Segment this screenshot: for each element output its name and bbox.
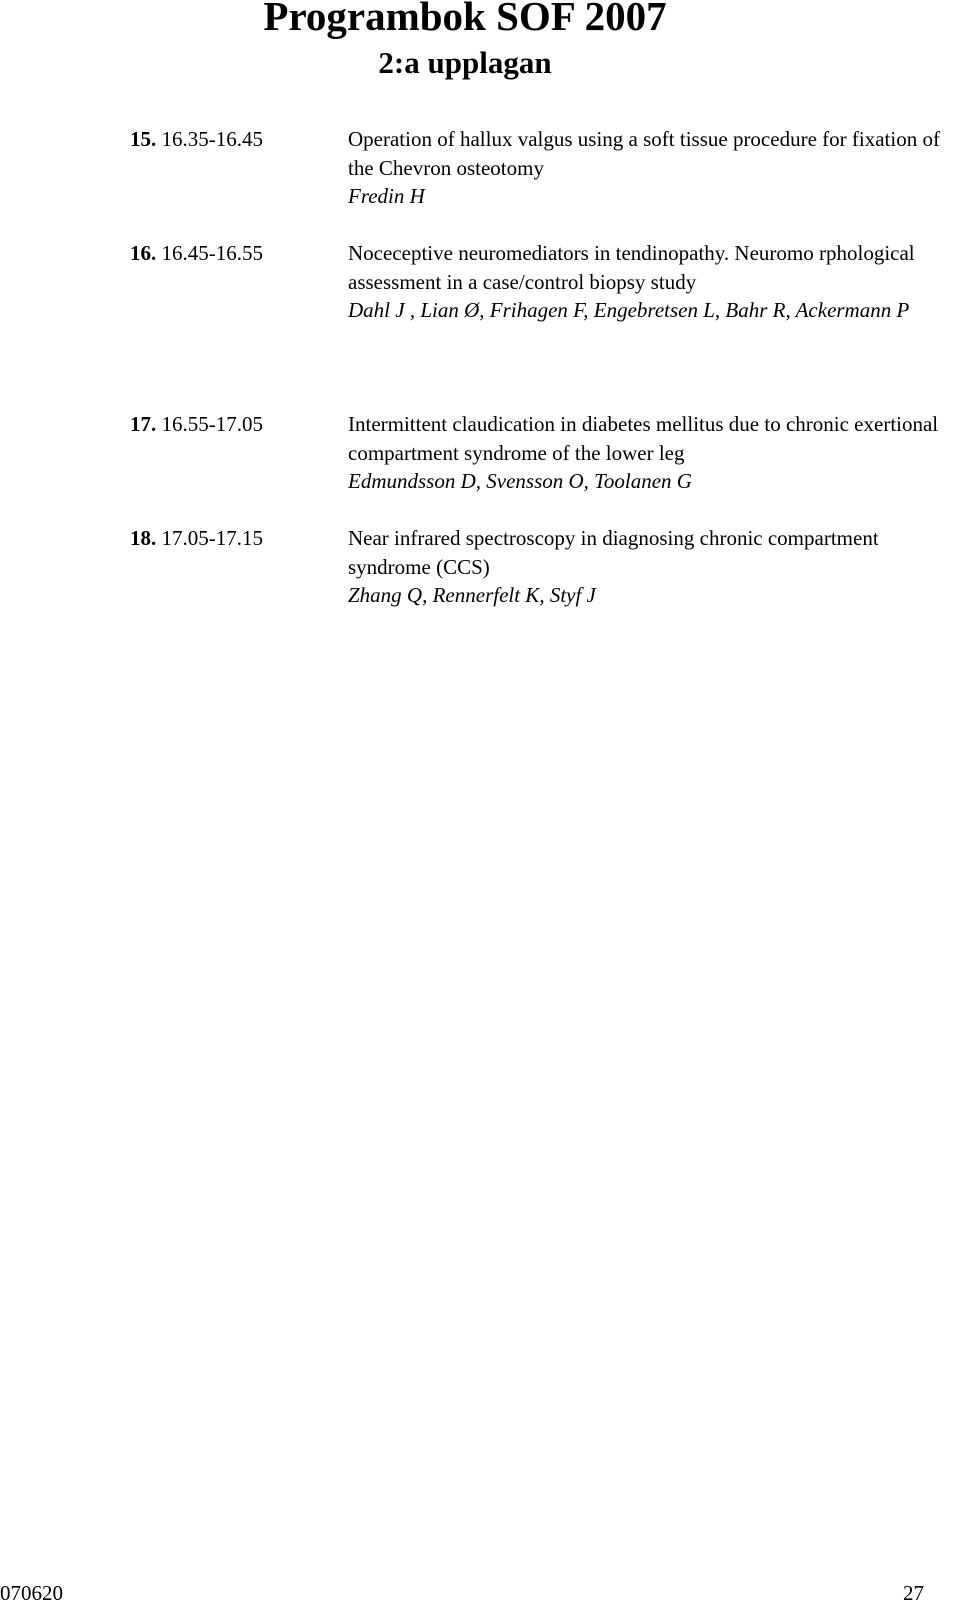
- session-number: 17.: [130, 412, 157, 436]
- page-subtitle: 2:a upplagan: [378, 45, 552, 80]
- session-number-time: [130, 410, 263, 439]
- session-content: [348, 239, 948, 325]
- session-number-time: [130, 239, 263, 268]
- session-number: 18.: [130, 526, 157, 550]
- session-number-time: [130, 524, 263, 553]
- session-number-time: [130, 125, 263, 154]
- talk-title: Intermittent claudication in diabetes mellitus due to chronic exertional compartment syndrome of the lower leg: [348, 412, 939, 465]
- talk-authors: Zhang Q, Rennerfelt K, Styf J: [348, 583, 596, 607]
- talk-title: Near infrared spectroscopy in diagnosing chronic compartment syndrome (CCS): [348, 526, 879, 579]
- talk-authors: Edmundsson D, Svensson O, Toolanen G: [348, 469, 692, 493]
- talk-title: Noceceptive neuromediators in tendinopathy. Neuromo rphological assessment in a case/control biopsy study: [348, 241, 915, 294]
- talk-authors: Fredin H: [348, 184, 425, 208]
- footer-page-number: 27: [903, 1581, 924, 1605]
- session-number: 15.: [130, 127, 157, 151]
- session-content: [348, 410, 948, 496]
- session-content: [348, 524, 948, 610]
- footer-date-code: 070620: [0, 1581, 63, 1605]
- session-time: 16.45-16.55: [161, 241, 263, 265]
- talk-title: Operation of hallux valgus using a soft tissue procedure for fixation of the Chevron osteotomy: [348, 127, 940, 180]
- session-content: [348, 125, 948, 211]
- session-time: 16.55-17.05: [161, 412, 263, 436]
- session-time: 16.35-16.45: [161, 127, 263, 151]
- session-time: 17.05-17.15: [161, 526, 263, 550]
- session-number: 16.: [130, 241, 157, 265]
- talk-authors: Dahl J , Lian Ø, Frihagen F, Engebretsen L, Bahr R, Ackermann P: [348, 298, 910, 322]
- page-title: Programbok SOF 2007: [263, 0, 667, 39]
